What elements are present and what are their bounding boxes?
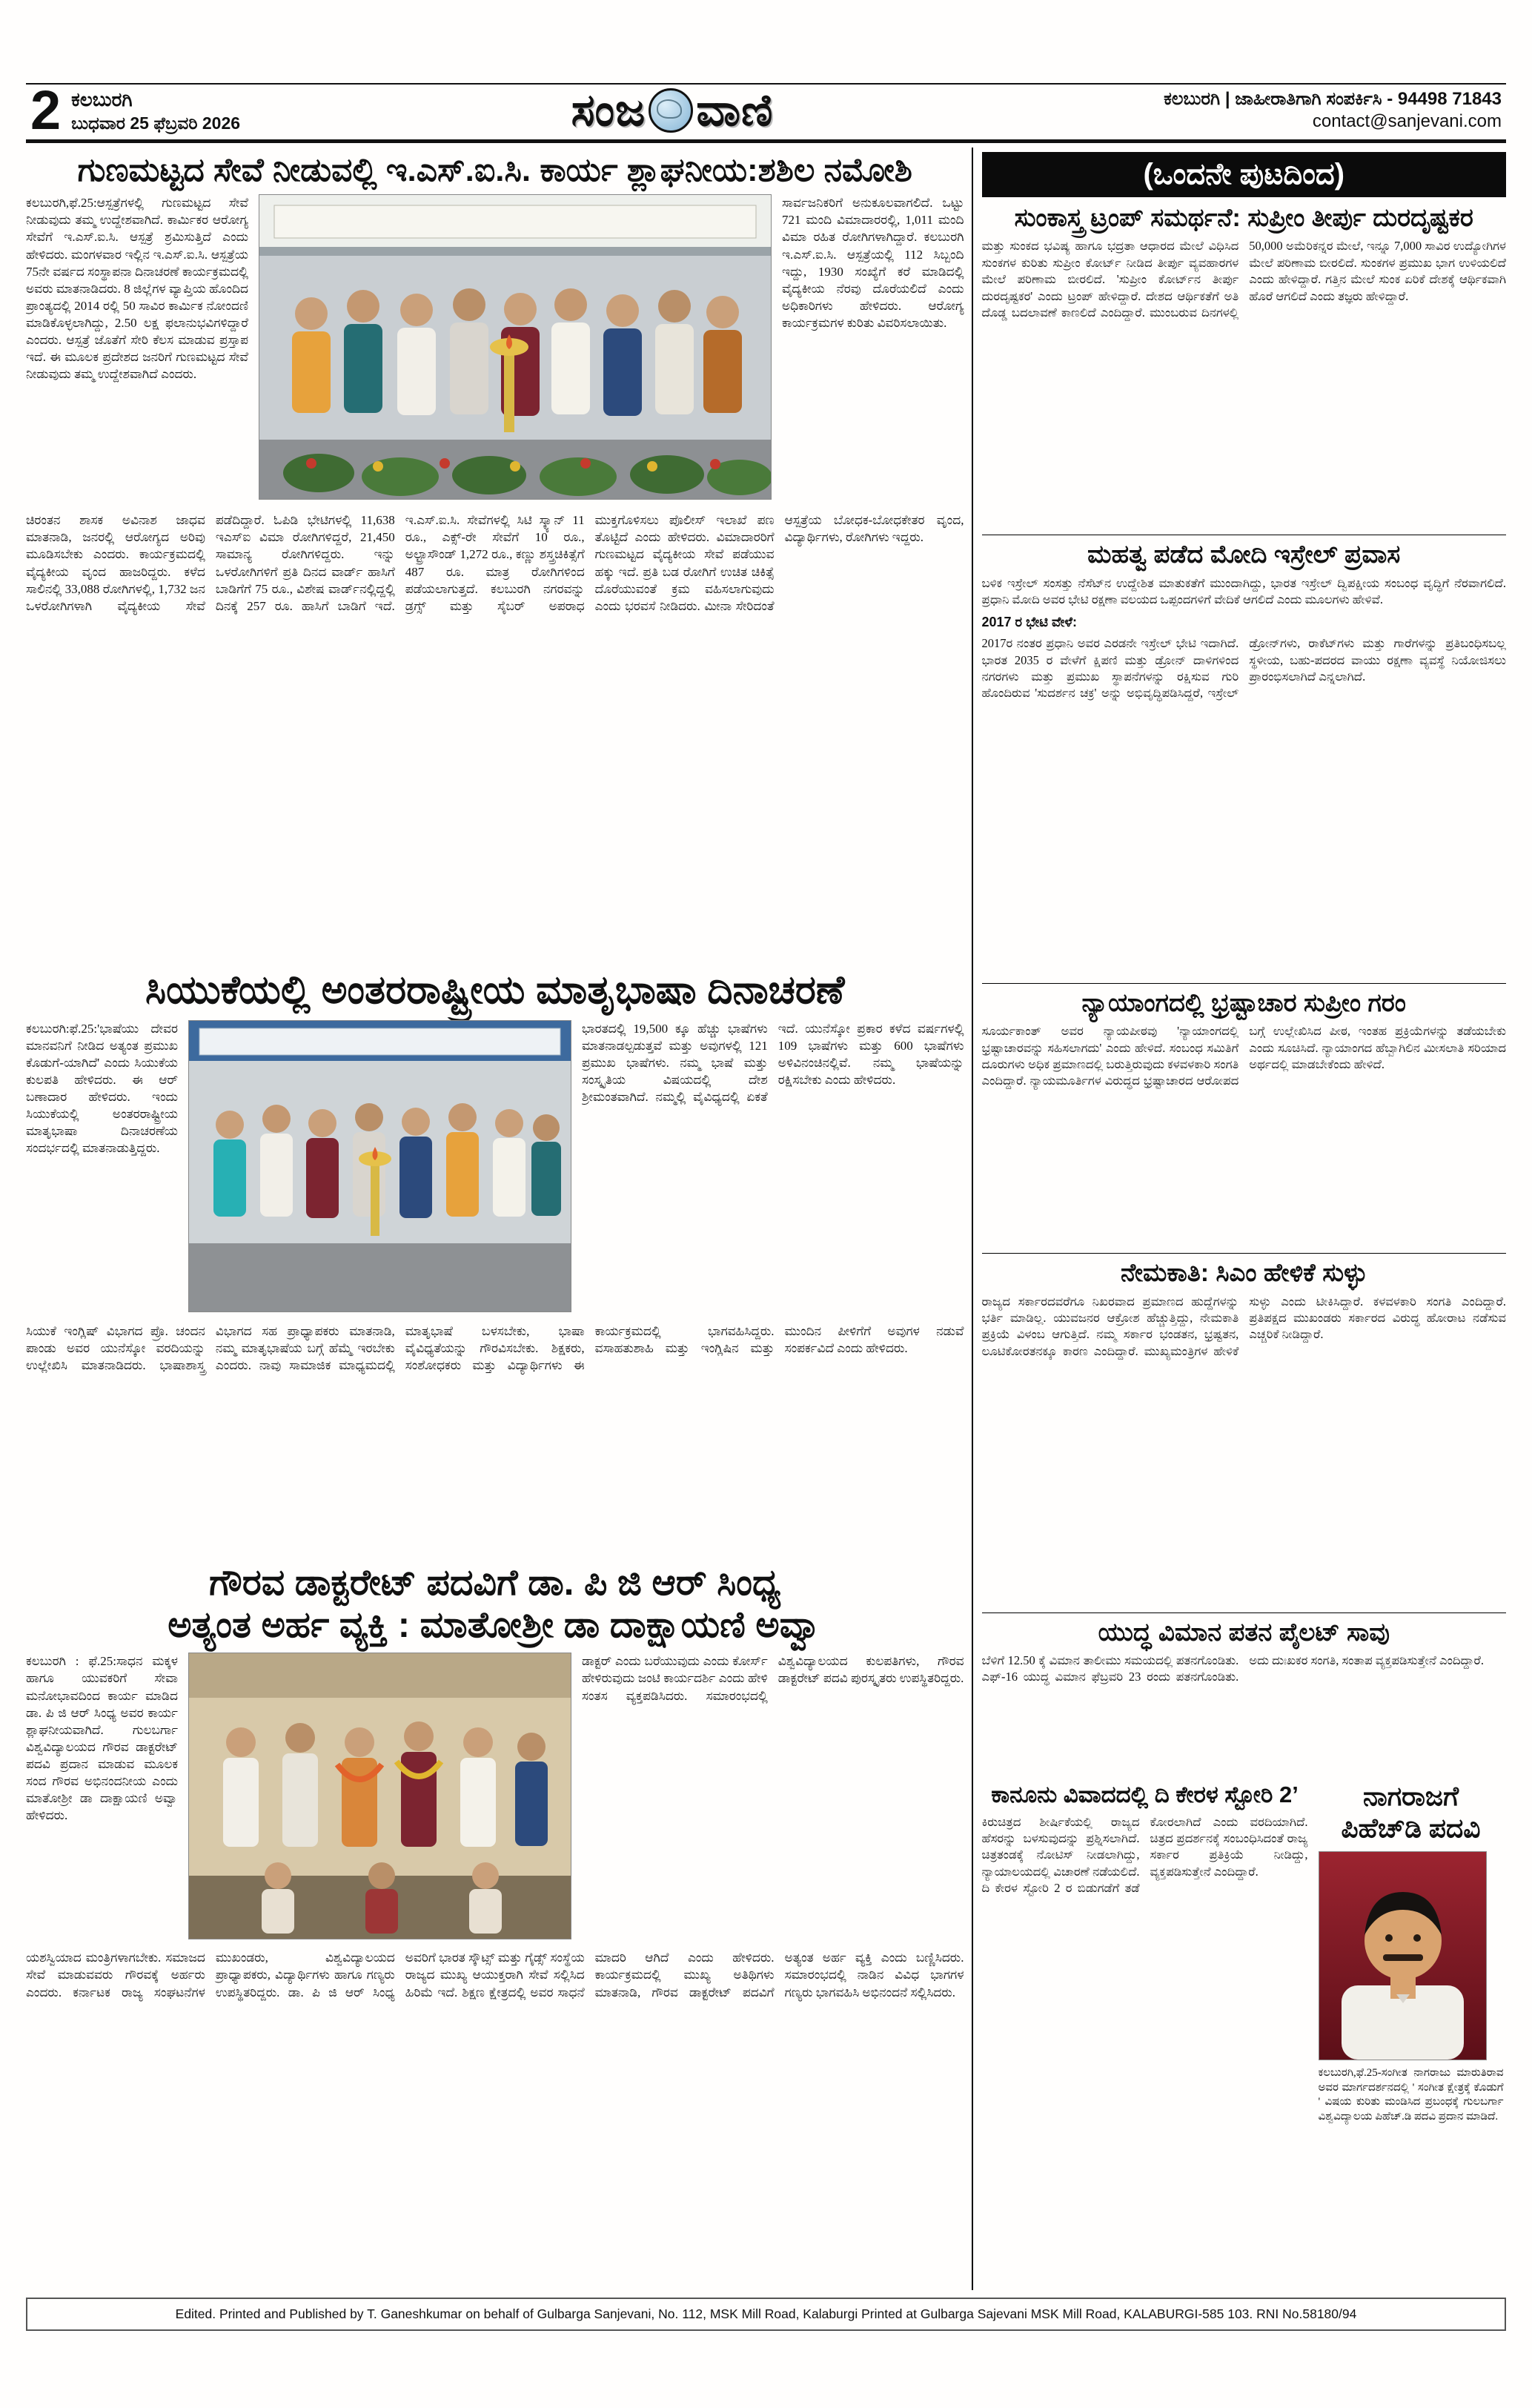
logo-text-right: ವಾಣಿ <box>696 85 774 135</box>
article-doctorate-body-main: ಯಶಸ್ವಿಯಾದ ಮಂತ್ರಿಗಳಾಗಬೇಕು. ಸಮಾಜದ ಸೇವೆ ಮಾಡುವವರು ಗೌರವಕ್ಕೆ ಅರ್ಹರು ಎಂದರು. ಕರ್ನಾಟಕ ರಾಜ್ಯ ಸಂಘಟನೆಗಳ ಮುಖಂಡರು, ವಿಶ್ವವಿದ್ಯಾಲಯದ ಪ್ರಾಧ್ಯಾಪಕರು, ವಿದ್ಯಾರ್ಥಿಗಳು ಹಾಗೂ ಗಣ್ಯರು ಉಪಸ್ಥಿತರಿದ್ದರು. ಡಾ. ಪಿ ಜಿ ಆರ್ ಸಿಂಧ್ಯ ಅವರಿಗೆ ಭಾರತ ಸ್ಕೌಟ್ಸ್ ಮತ್ತು ಗೈಡ್ಸ್ ಸಂಸ್ಥೆಯ ರಾಜ್ಯದ ಮುಖ್ಯ ಆಯುಕ್ತರಾಗಿ ಸೇವೆ ಸಲ್ಲಿಸಿದ ಹಿರಿಮೆ ಇದೆ. ಶಿಕ್ಷಣ ಕ್ಷೇತ್ರದಲ್ಲಿ ಅವರ ಸಾಧನೆ ಮಾದರಿ ಆಗಿದೆ ಎಂದು ಹೇಳಿದರು. ಕಾರ್ಯಕ್ರಮದಲ್ಲಿ ಮುಖ್ಯ ಅತಿಥಿಗಳು ಮಾತನಾಡಿ, ಗೌರವ ಡಾಕ್ಟರೇಟ್ ಪದವಿಗೆ ಅತ್ಯಂತ ಅರ್ಹ ವ್ಯಕ್ತಿ ಎಂದು ಬಣ್ಣಿಸಿದರು. ಸಮಾರಂಭದಲ್ಲಿ ನಾಡಿನ ವಿವಿಧ ಭಾಗಗಳ ಗಣ್ಯರು ಭಾಗವಹಿಸಿ ಅಭಿನಂದನೆ ಸಲ್ಲಿಸಿದರು. <box>26 1951 964 2000</box>
article-doctorate-body-right: ಡಾಕ್ಟರ್ ಎಂದು ಬರೆಯುವುದು ಎಂದು ಕೋರ್ಸ್ ಹೇಳಿರುವುದು ಜಂಟಿ ಕಾರ್ಯದರ್ಶಿ ಎಂದು ಹೇಳಿ ಸಂತಸ ವ್ಯಕ್ತಪಡಿಸಿದರು. ಸಮಾರಂಭದಲ್ಲಿ ವಿಶ್ವವಿದ್ಯಾಲಯದ ಕುಲಪತಿಗಳು, ಗೌರವ ಡಾಕ್ಟರೇಟ್ ಪದವಿ ಪುರಸ್ಕೃತರು ಉಪಸ್ಥಿತರಿದ್ದರು. <box>582 1654 964 1703</box>
article-jet-crash-body: ಬೆಳಿಗೆ 12.50 ಕ್ಕೆ ವಿಮಾನ ತಾಲೀಮು ಸಮಯದಲ್ಲಿ ಪತನಗೊಂಡಿತು. ಎಫ್-16 ಯುದ್ಧ ವಿಮಾನ ಫೆಬ್ರವರಿ 23 ರಂದು ಪತನಗೊಂಡಿತು. ಅದು ದುಃಖಕರ ಸಂಗತಿ, ಸಂತಾಪ ವ್ಯಕ್ತಪಡಿಸುತ್ತೇನೆ ಎಂದಿದ್ದಾರೆ. <box>981 1653 1485 1684</box>
article-modi <box>982 541 1506 975</box>
article-cuk <box>26 968 964 1552</box>
article-doctorate-photo <box>188 1653 571 1943</box>
article-doctorate-headline-2: ಅತ್ಯಂತ ಅರ್ಹ ವ್ಯಕ್ತಿ : ಮಾತೋಶ್ರೀ ಡಾ ದಾಕ್ಷಾಯಣಿ ಅವ್ವಾ <box>168 1604 823 1645</box>
newspaper-logo <box>571 85 774 136</box>
article-esic-body-right: ಸಾರ್ವಜನಿಕರಿಗೆ ಅನುಕೂಲವಾಗಲಿದೆ. ಒಟ್ಟು 721 ಮಂದಿ ವಿಮಾದಾರರಲ್ಲಿ, 1,011 ಮಂದಿ ವಿಮಾ ರಹಿತ ರೋಗಿಗಳಾಗಿದ್ದಾರೆ. ಕಲಬುರಗಿ ಇ.ಎಸ್.ಐ.ಸಿ. ಆಸ್ಪತ್ರೆಯಲ್ಲಿ 112 ಸಿಬ್ಬಂದಿ ಇದ್ದು, 1930 ಸಂಖ್ಯೆಗೆ ಕರೆ ಮಾಡಿದಲ್ಲಿ ವೈದ್ಯಕೀಯ ನೆರವು ದೊರೆಯಲಿದೆ ಎಂದು ಅಧಿಕಾರಿಗಳು ಹೇಳಿದರು. ಆರೋಗ್ಯ ಕಾರ್ಯಕ್ರಮಗಳ ಕುರಿತು ವಿವರಿಸಲಾಯಿತು. <box>782 196 964 331</box>
article-judiciary-headline: ನ್ಯಾಯಾಂಗದಲ್ಲಿ ಭ್ರಷ್ಟಾಚಾರ ಸುಪ್ರೀಂ ಗರಂ <box>1081 988 1406 1017</box>
imprint-footer: Edited. Printed and Published by T. Ganeshkumar on behalf of Gulbarga Sanjevani, No. 112, MSK Mill Road, Kalaburgi Printed at Gulbarga Sajevani MSK Mill Road, KALABURGI-585 103. RNI No.58180/94 <box>26 2298 1506 2331</box>
article-modi-subhead: 2017 ರ ಭೇಟಿ ವೇಳೆ: <box>981 614 1077 629</box>
article-jet-crash <box>982 1619 1506 1771</box>
logo-text-left: ಸಂಜ <box>571 85 646 135</box>
article-kerala-story-headline: ಕಾನೂನು ವಿವಾದದಲ್ಲಿ ದಿ ಕೇರಳ ಸ್ಟೋರಿ 2’ <box>991 1781 1299 1807</box>
article-modi-body-intro: ಬಳಿಕ ಇಸ್ರೇಲ್ ಸಂಸತ್ತು ನೆಸೆಟ್‌ನ ಉದ್ದೇಶಿತ ಮಾತುಕತೆಗೆ ಮುಂದಾಗಿದ್ದು, ಭಾರತ ಇಸ್ರೇಲ್ ದ್ವಿಪಕ್ಷೀಯ ಸಂಬಂಧ ವೃದ್ಧಿಗೆ ನೆರವಾಗಲಿದೆ. ಪ್ರಧಾನಿ ಮೋದಿ ಅವರ ಭೇಟಿ ರಕ್ಷಣಾ ವಲಯದ ಒಪ್ಪಂದಗಳಿಗೆ ವೇದಿಕೆ ಆಗಲಿದೆ ಎಂದು ಮೂಲಗಳು ಹೇಳಿವೆ. <box>981 575 1506 607</box>
right-bottom-row <box>982 1779 1506 2177</box>
divider <box>982 1612 1506 1613</box>
article-judiciary <box>982 990 1506 1246</box>
article-esic-body-main: ಚಿರಂತನ ಶಾಸಕ ಅವಿನಾಶ ಜಾಧವ ಮಾತನಾಡಿ, ಜನರಲ್ಲಿ ಆರೋಗ್ಯದ ಅರಿವು ಮೂಡಿಸಬೇಕು ಎಂದರು. ಕಾರ್ಯಕ್ರಮದಲ್ಲಿ ವೈದ್ಯಕೀಯ ವೃಂದ ಹಾಜರಿದ್ದರು. ಕಳೆದ ಸಾಲಿನಲ್ಲಿ 33,088 ರೋಗಿಗಳಲ್ಲಿ, 1,732 ಜನ ಒಳರೋಗಿಗಳಾಗಿ ವೈದ್ಯಕೀಯ ಸೇವೆ ಪಡೆದಿದ್ದಾರೆ. ಓಪಿಡಿ ಭೇಟಿಗಳಲ್ಲಿ 11,638 ಇಎಸ್ಐ ವಿಮಾ ರೋಗಿಗಳಿದ್ದರೆ, 21,450 ಸಾಮಾನ್ಯ ರೋಗಿಗಳಿದ್ದರು. ಇನ್ನು ಒಳರೋಗಿಗಳಿಗೆ ಪ್ರತಿ ದಿನದ ವಾರ್ಡ್ ಹಾಸಿಗೆ ಬಾಡಿಗೆಗೆ 75 ರೂ., ವಿಶೇಷ ವಾರ್ಡ್‌ನಲ್ಲಿದ್ದಲ್ಲಿ ದಿನಕ್ಕೆ 257 ರೂ. ಹಾಸಿಗೆ ಬಾಡಿಗೆ ಇದೆ. ಇ.ಎಸ್.ಐ.ಸಿ. ಸೇವೆಗಳಲ್ಲಿ ಸಿಟಿ ಸ್ಕ್ಯಾನ್ 11 ರೂ., ಎಕ್ಸ್-ರೇ ಸೇವೆಗೆ 10 ರೂ., ಅಲ್ಟ್ರಾಸೌಂಡ್ 1,272 ರೂ., ಕಣ್ಣು ಶಸ್ತ್ರಚಿಕಿತ್ಸೆಗೆ 487 ರೂ. ಮಾತ್ರ ರೋಗಿಗಳಿಂದ ಪಡೆಯಲಾಗುತ್ತದೆ. ಕಲಬುರಗಿ ನಗರವನ್ನು ಡ್ರಗ್ಸ್ ಮತ್ತು ಸೈಬರ್ ಅಪರಾಧ ಮುಕ್ತಗೊಳಿಸಲು ಪೊಲೀಸ್ ಇಲಾಖೆ ಪಣ ತೊಟ್ಟಿದೆ ಎಂದು ಹೇಳಿದರು. ವಿಮಾದಾರರಿಗೆ ಗುಣಮಟ್ಟದ ವೈದ್ಯಕೀಯ ಸೇವೆ ಪಡೆಯುವ ಹಕ್ಕು ಇದೆ. ಪ್ರತಿ ಬಡ ರೋಗಿಗೆ ಉಚಿತ ಚಿಕಿತ್ಸೆ ದೊರೆಯುವಂತೆ ಕ್ರಮ ವಹಿಸಲಾಗುವುದು ಎಂದು ಭರವಸೆ ನೀಡಿದರು. ಮೀನಾ ಸೇರಿದಂತೆ ಆಸ್ಪತ್ರೆಯ ಬೋಧಕ-ಬೋಧಕೇತರ ವೃಂದ, ವಿದ್ಯಾರ್ಥಿಗಳು, ರೋಗಿಗಳು ಇದ್ದರು. <box>26 513 964 613</box>
article-phd-caption: ಕಲಬುರಗಿ,ಫೆ.25-ಸಂಗೀತ ನಾಗರಾಜು ಮಾರುತಿರಾವ ಅವರ ಮಾರ್ಗದರ್ಶನದಲ್ಲಿ ' ಸಂಗೀತ ಕ್ಷೇತ್ರಕ್ಕೆ ಕೊಡುಗೆ ' ವಿಷಯ ಕುರಿತು ಮಂಡಿಸಿದ ಪ್ರಬಂಧಕ್ಕೆ ಗುಲಬರ್ಗಾ ವಿಶ್ವವಿದ್ಯಾಲಯ ಪಿಹೆಚ್.ಡಿ ಪದವಿ ಪ್ರದಾನ ಮಾಡಿದೆ. <box>1318 2067 1504 2123</box>
left-section <box>26 148 972 2290</box>
masthead-contact <box>1164 89 1502 132</box>
article-trump-headline: ಸುಂಕಾಸ್ತ್ರ ಟ್ರಂಪ್ ಸಮರ್ಥನೆ: ಸುಪ್ರೀಂ ತೀರ್ಪು ದುರದೃಷ್ಟಕರ <box>1014 204 1473 232</box>
edition-date: ಬುಧವಾರ 25 ಫೆಬ್ರವರಿ 2026 <box>71 113 241 133</box>
masthead <box>26 79 1506 143</box>
article-phd-portrait-photo <box>1319 1851 1504 2060</box>
article-kerala-story <box>982 1779 1308 2177</box>
article-phd-headline-1: ನಾಗರಾಜಗೆ <box>1362 1780 1459 1811</box>
article-cuk-headline: ಸಿಯುಕೆಯಲ್ಲಿ ಅಂತರರಾಷ್ಟ್ರೀಯ ಮಾತೃಭಾಷಾ ದಿನಾಚರಣೆ <box>145 968 845 1013</box>
divider <box>982 1253 1506 1254</box>
contact-email[interactable]: contact@sanjevani.com <box>1312 111 1502 131</box>
article-jet-crash-headline: ಯುದ್ಧ ವಿಮಾನ ಪತನ ಪೈಲಟ್ ಸಾವು <box>1098 1618 1390 1647</box>
article-modi-body-rest: 2017ರ ನಂತರ ಪ್ರಧಾನಿ ಅವರ ಎರಡನೇ ಇಸ್ರೇಲ್ ಭೇಟಿ ಇದಾಗಿದೆ. ಭಾರತ 2035 ರ ವೇಳೆಗೆ ಕ್ಷಿಪಣಿ ಮತ್ತು ಡ್ರೋನ್ ದಾಳಿಗಳಿಂದ ನಗರಗಳು ಮತ್ತು ಪ್ರಮುಖ ಸ್ಥಾಪನೆಗಳನ್ನು ರಕ್ಷಿಸುವ ಗುರಿ ಹೊಂದಿರುವ 'ಸುದರ್ಶನ ಚಕ್ರ' ಅನ್ನು ಅಭಿವೃದ್ಧಿಪಡಿಸಿದ್ದರೆ, ಇಸ್ರೇಲ್ ಡ್ರೋನ್‌ಗಳು, ರಾಕೆಟ್‌ಗಳು ಮತ್ತು ಗಾರೆಗಳನ್ನು ಪ್ರತಿಬಂಧಿಸಬಲ್ಲ ಸ್ಥಳೀಯ, ಬಹು-ಪದರದ ವಾಯು ರಕ್ಷಣಾ ವ್ಯವಸ್ಥೆ ನಿಯೋಜಿಸಲು ಪ್ರಾರಂಭಿಸಲಾಗಿದೆ ಎನ್ನಲಾಗಿದೆ. <box>981 636 1506 701</box>
article-cuk-body-right: ಭಾರತದಲ್ಲಿ 19,500 ಕ್ಕೂ ಹೆಚ್ಚು ಭಾಷೆಗಳು ಮಾತನಾಡಲ್ಪಡುತ್ತವೆ ಮತ್ತು ಅವುಗಳಲ್ಲಿ 121 ಪ್ರಮುಖ ಭಾಷೆಗಳು. ನಮ್ಮ ಭಾಷೆ ಮತ್ತು ಸಂಸ್ಕೃತಿಯ ವಿಷಯದಲ್ಲಿ ದೇಶ ಶ್ರೀಮಂತವಾಗಿದೆ. ನಮ್ಮಲ್ಲಿ ವೈವಿಧ್ಯದಲ್ಲಿ ಏಕತೆ ಇದೆ. ಯುನೆಸ್ಕೋ ಪ್ರಕಾರ ಕಳೆದ ವರ್ಷಗಳಲ್ಲಿ 109 ಭಾಷೆಗಳು ಮತ್ತು 600 ಭಾಷೆಗಳು ಅಳಿವಿನಂಚಿನಲ್ಲಿವೆ. ನಮ್ಮ ಭಾಷೆಯನ್ನು ರಕ್ಷಿಸಬೇಕು ಎಂದು ಹೇಳಿದರು. <box>582 1021 964 1105</box>
divider <box>982 983 1506 984</box>
article-recruitment-headline: ನೇಮಕಾತಿ: ಸಿಎಂ ಹೇಳಿಕೆ ಸುಳ್ಳು <box>1121 1259 1367 1288</box>
edition-city: ಕಲಬುರಗಿ <box>71 87 133 110</box>
article-esic <box>26 152 964 956</box>
article-cuk-body-left: ಕಲಬುರಗಿ:ಫೆ.25:'ಭಾಷೆಯು ದೇವರ ಮಾನವನಿಗೆ ನೀಡಿದ ಅತ್ಯಂತ ಪ್ರಮುಖ ಕೊಡುಗೆ-ಯಾಗಿದೆ' ಎಂದು ಸಿಯುಕೆಯ ಕುಲಪತಿ ಹೇಳಿದರು. ಈ ಆರ್ ಬಣಾದಾರ ಹೇಳಿದರು. ಇಂದು ಸಿಯುಕೆಯಲ್ಲಿ ಅಂತರರಾಷ್ಟ್ರೀಯ ಮಾತೃಭಾಷಾ ದಿನಾಚರಣೆಯ ಸಂದರ್ಭದಲ್ಲಿ ಮಾತನಾಡುತ್ತಿದ್ದರು. <box>26 1021 178 1156</box>
page-number: 2 <box>30 79 62 141</box>
article-trump-body: ಮತ್ತು ಸುಂಕದ ಭವಿಷ್ಯ ಹಾಗೂ ಭದ್ರತಾ ಆಧಾರದ ಮೇಲೆ ವಿಧಿಸಿದ ಸುಂಕಗಳ ಕುರಿತು ಸುಪ್ರೀಂ ಕೋರ್ಟ್ ನೀಡಿದ ತೀರ್ಪು ವ್ಯವಹಾರಗಳ ಮೇಲೆ ಪರಿಣಾಮ ಬೀರಲಿದೆ. 'ಸುಪ್ರೀಂ ಕೋರ್ಟ್‌ನ ತೀರ್ಪು ದುರದೃಷ್ಟಕರ' ಎಂದು ಟ್ರಂಪ್ ಹೇಳಿದ್ದಾರೆ. ದೇಶದ ಆರ್ಥಿಕತೆಗೆ ಅತಿ ದೊಡ್ಡ ಬದಲಾವಣೆ ಕಾಣಲಿದೆ ಎಂದಿದ್ದಾರೆ. ಮುಂಬರುವ ದಿನಗಳಲ್ಲಿ 50,000 ಅಮೆರಿಕನ್ನರ ಮೇಲೆ, ಇನ್ನೂ 7,000 ಸಾವಿರ ಉದ್ಯೋಗಿಗಳ ಮೇಲೆ ಪರಿಣಾಮ ಬೀರಲಿದೆ. ಸುಂಕಗಳ ಪ್ರಮುಖ ಭಾಗ ಉಳಿಯಲಿದೆ ಎಂದು ಹೇಳಿದ್ದಾರೆ. ಗತ್ತಿನ ಮೇಲೆ ಸುಂಕ ಏರಿಕೆ ದೇಶಕ್ಕೆ ಆರ್ಥಿಕವಾಗಿ ಹೊರೆ ಆಗಲಿದೆ ಎಂದು ತಜ್ಞರು ಹೇಳಿದ್ದಾರೆ. <box>981 239 1506 320</box>
article-esic-photo <box>259 194 772 506</box>
article-kerala-story-body: ಕಿರುಚಿತ್ರದ ಶೀರ್ಷಿಕೆಯಲ್ಲಿ ರಾಜ್ಯದ ಹೆಸರನ್ನು ಬಳಸುವುದನ್ನು ಪ್ರಶ್ನಿಸಲಾಗಿದೆ. ಚಿತ್ರತಂಡಕ್ಕೆ ನೋಟಿಸ್ ನೀಡಲಾಗಿದ್ದು, ನ್ಯಾಯಾಲಯದಲ್ಲಿ ವಿಚಾರಣೆ ನಡೆಯಲಿದೆ. ದಿ ಕೇರಳ ಸ್ಟೋರಿ 2 ರ ಬಿಡುಗಡೆಗೆ ತಡೆ ಕೋರಲಾಗಿದೆ ಎಂದು ವರದಿಯಾಗಿದೆ. ಚಿತ್ರದ ಪ್ರದರ್ಶನಕ್ಕೆ ಸಂಬಂಧಿಸಿದಂತೆ ರಾಜ್ಯ ಸರ್ಕಾರ ಪ್ರತಿಕ್ರಿಯೆ ನೀಡಿದ್ದು, ವ್ಯಕ್ತಪಡಿಸುತ್ತೇನೆ ಎಂದಿದ್ದಾರೆ. <box>981 1814 1308 1896</box>
main-content <box>26 148 1506 2290</box>
article-doctorate <box>26 1563 964 2283</box>
article-doctorate-headline-1: ಗೌರವ ಡಾಕ್ಟರೇಟ್ ಪದವಿಗೆ ಡಾ. ಪಿ ಜಿ ಆರ್ ಸಿಂಧ್ಯ <box>209 1562 781 1603</box>
article-doctorate-body-left: ಕಲಬುರಗಿ : ಫೆ.25:ಸಾಧನ ಮಕ್ಕಳ ಹಾಗೂ ಯುವಕರಿಗೆ ಸೇವಾ ಮನೋಭಾವದಿಂದ ಕಾರ್ಯ ಮಾಡಿದ ಡಾ. ಪಿ ಜಿ ಆರ್ ಸಿಂಧ್ಯ ಅವರ ಕಾರ್ಯ ಶ್ಲಾಘನೀಯವಾಗಿದೆ. ಗುಲಬರ್ಗಾ ವಿಶ್ವವಿದ್ಯಾಲಯದ ಗೌರವ ಡಾಕ್ಟರೇಟ್ ಪದವಿ ಪ್ರದಾನ ಮಾಡುವ ಮೂಲಕ ಸಂದ ಗೌರವ ಅಭಿನಂದನೀಯ ಎಂದು ಮಾತೋಶ್ರೀ ಡಾ ದಾಕ್ಷಾಯಣಿ ಅವ್ವಾ ಹೇಳಿದರು. <box>26 1654 178 1823</box>
article-judiciary-body: ಸೂರ್ಯಕಾಂತ್ ಅವರ ನ್ಯಾಯಪೀಠವು 'ನ್ಯಾಯಾಂಗದಲ್ಲಿ ಭ್ರಷ್ಟಾಚಾರವನ್ನು ಸಹಿಸಲಾಗದು' ಎಂದು ಹೇಳಿದೆ. ಸಂಬಂಧ ಸಮಿತಿಗೆ ದೂರುಗಳು ಅಧಿಕ ಪ್ರಮಾಣದಲ್ಲಿ ಬರುತ್ತಿರುವುದು ಕಳವಳಕಾರಿ ಸಂಗತಿ ಎಂದಿದ್ದಾರೆ. ನ್ಯಾಯಮೂರ್ತಿಗಳ ವಿರುದ್ಧದ ಭ್ರಷ್ಟಾಚಾರದ ಆರೋಪದ ಬಗ್ಗೆ ಉಲ್ಲೇಖಿಸಿದ ಪೀಠ, ಇಂತಹ ಪ್ರಕ್ರಿಯೆಗಳನ್ನು ತಡೆಯಬೇಕು ಎಂದು ಸೂಚಿಸಿದೆ. ನ್ಯಾಯಾಂಗದ ಹೆಬ್ಬಾಗಿಲಿನ ಮೀಸಲಾತಿ ಸರಿಯಾದ ಅರ್ಥದಲ್ಲಿ ಮಾಡಬೇಕೆಂದು ಹೇಳಿದೆ. <box>981 1024 1506 1088</box>
city-date-block <box>71 88 240 133</box>
article-trump <box>982 205 1506 527</box>
from-page-one-banner: (ಒಂದನೇ ಪುಟದಿಂದ) <box>982 152 1506 197</box>
article-recruitment-body: ರಾಜ್ಯದ ಸರ್ಕಾರದವರೆಗೂ ನಿಖರವಾದ ಪ್ರಮಾಣದ ಹುದ್ದೆಗಳನ್ನು ಭರ್ತಿ ಮಾಡಿಲ್ಲ. ಯುವಜನರ ಆಕ್ರೋಶ ಹೆಚ್ಚುತ್ತಿದ್ದು, ನೇಮಕಾತಿ ಪ್ರಕ್ರಿಯೆ ವಿಳಂಬ ಆಗುತ್ತಿದೆ. ನಮ್ಮ ಸರ್ಕಾರ ಭಂಡತನ, ಭ್ರಷ್ಟತನ, ಲೂಟಿಕೋರತನಕ್ಕೂ ಕಾರಣ ಎಂದಿದ್ದಾರೆ. ಮುಖ್ಯಮಂತ್ರಿಗಳ ಹೇಳಿಕೆ ಸುಳ್ಳು ಎಂದು ಟೀಕಿಸಿದ್ದಾರೆ. ಕಳವಳಕಾರಿ ಸಂಗತಿ ಎಂದಿದ್ದಾರೆ. ಪ್ರತಿಪಕ್ಷದ ಮುಖಂಡರು ಸರ್ಕಾರದ ವಿರುದ್ಧ ಹೋರಾಟ ನಡೆಸುವ ಎಚ್ಚರಿಕೆ ನೀಡಿದ್ದಾರೆ. <box>981 1294 1506 1358</box>
article-esic-body-left: ಕಲಬುರಗಿ,ಫೆ.25:ಆಸ್ಪತ್ರೆಗಳಲ್ಲಿ ಗುಣಮಟ್ಟದ ಸೇವೆ ನೀಡುವುದು ತಮ್ಮ ಉದ್ದೇಶವಾಗಿದೆ. ಕಾರ್ಮಿಕರ ಆರೋಗ್ಯ ಸೇವೆಗೆ ಇ.ಎಸ್.ಐ.ಸಿ. ಆಸ್ಪತ್ರೆ ಶ್ರಮಿಸುತ್ತಿದೆ ಎಂದು ಹೇಳಿದರು. ಮಂಗಳವಾರ ಇಲ್ಲಿನ ಇ.ಎಸ್.ಐ.ಸಿ. ಆಸ್ಪತ್ರೆಯ 75ನೇ ವರ್ಷದ ಸಂಸ್ಥಾಪನಾ ದಿನಾಚರಣೆ ಕಾರ್ಯಕ್ರಮದಲ್ಲಿ ಅವರು ಮಾತನಾಡಿದರು. 8 ಜಿಲ್ಲೆಗಳ ವ್ಯಾಪ್ತಿಯ ಹೊಂದಿದ ಪ್ರಾಂತ್ಯದಲ್ಲಿ 2014 ರಲ್ಲಿ 50 ಸಾವಿರ ಕಾರ್ಮಿಕ ನೋಂದಣಿ ಮಾಡಿಕೊಳ್ಳಲಾಗಿದ್ದು, 2.50 ಲಕ್ಷ ಫಲಾನುಭವಿಗಳಿದ್ದಾರೆ ಎಂದರು. ಆಸ್ಪತ್ರೆ ಜೊತೆಗೆ ಸೇರಿ ಕೆಲಸ ಮಾಡುವ ಪ್ರಸ್ತಾಪ ಇದೆ. ಈ ಮೂಲಕ ಪ್ರದೇಶದ ಜನರಿಗೆ ಗುಣಮಟ್ಟದ ಸೇವೆ ನೀಡುವುದು ತಮ್ಮ ಉದ್ದೇಶವಾಗಿದೆ ಎಂದರು. <box>26 196 248 382</box>
article-recruitment <box>982 1260 1506 1604</box>
article-phd <box>1319 1779 1504 2177</box>
masthead-left <box>30 79 241 141</box>
article-cuk-body-main: ಸಿಯುಕೆ ಇಂಗ್ಲಿಷ್ ವಿಭಾಗದ ಪ್ರೊ. ಚಂದನ ಪಾಂಡು ಅವರ ಯುನೆಸ್ಕೋ ವರದಿಯನ್ನು ಉಲ್ಲೇಖಿಸಿ ಮಾತನಾಡಿದರು. ಭಾಷಾಶಾಸ್ತ್ರ ವಿಭಾಗದ ಸಹ ಪ್ರಾಧ್ಯಾಪಕರು ಮಾತನಾಡಿ, ನಮ್ಮ ಮಾತೃಭಾಷೆಯ ಬಗ್ಗೆ ಹೆಮ್ಮೆ ಇರಬೇಕು ಎಂದರು. ನಾವು ಸಾಮಾಜಿಕ ಮಾಧ್ಯಮದಲ್ಲಿ ಮಾತೃಭಾಷೆ ಬಳಸಬೇಕು, ಭಾಷಾ ವೈವಿಧ್ಯತೆಯನ್ನು ಗೌರವಿಸಬೇಕು. ಶಿಕ್ಷಕರು, ಸಂಶೋಧಕರು ಮತ್ತು ವಿದ್ಯಾರ್ಥಿಗಳು ಈ ಕಾರ್ಯಕ್ರಮದಲ್ಲಿ ಭಾಗವಹಿಸಿದ್ದರು. ವಸಾಹತುಶಾಹಿ ಮತ್ತು ಇಂಗ್ಲಿಷಿನ ಮತ್ತು ಮುಂದಿನ ಪೀಳಿಗೆಗೆ ಅವುಗಳ ನಡುವೆ ಸಂಪರ್ಕವಿದೆ ಎಂದು ಹೇಳಿದರು. <box>26 1323 964 1372</box>
article-phd-headline-2: ಪಿಹೆಚ್‌ಡಿ ಪದವಿ <box>1341 1813 1481 1844</box>
advert-contact-line: ಕಲಬುರಗಿ | ಜಾಹೀರಾತಿಗಾಗಿ ಸಂಪರ್ಕಿಸಿ - 94498 71843 <box>1164 89 1502 109</box>
article-modi-headline: ಮಹತ್ವ ಪಡೆದ ಮೋದಿ ಇಸ್ರೇಲ್ ಪ್ರವಾಸ <box>1087 540 1401 569</box>
article-cuk-photo <box>188 1020 571 1317</box>
globe-icon <box>649 88 693 133</box>
right-section <box>972 148 1506 2290</box>
article-esic-headline: ಗುಣಮಟ್ಟದ ಸೇವೆ ನೀಡುವಲ್ಲಿ ಇ.ಎಸ್.ಐ.ಸಿ. ಕಾರ್ಯ ಶ್ಲಾಘನೀಯ:ಶಶಿಲ ನಮೋಶಿ <box>77 152 912 188</box>
